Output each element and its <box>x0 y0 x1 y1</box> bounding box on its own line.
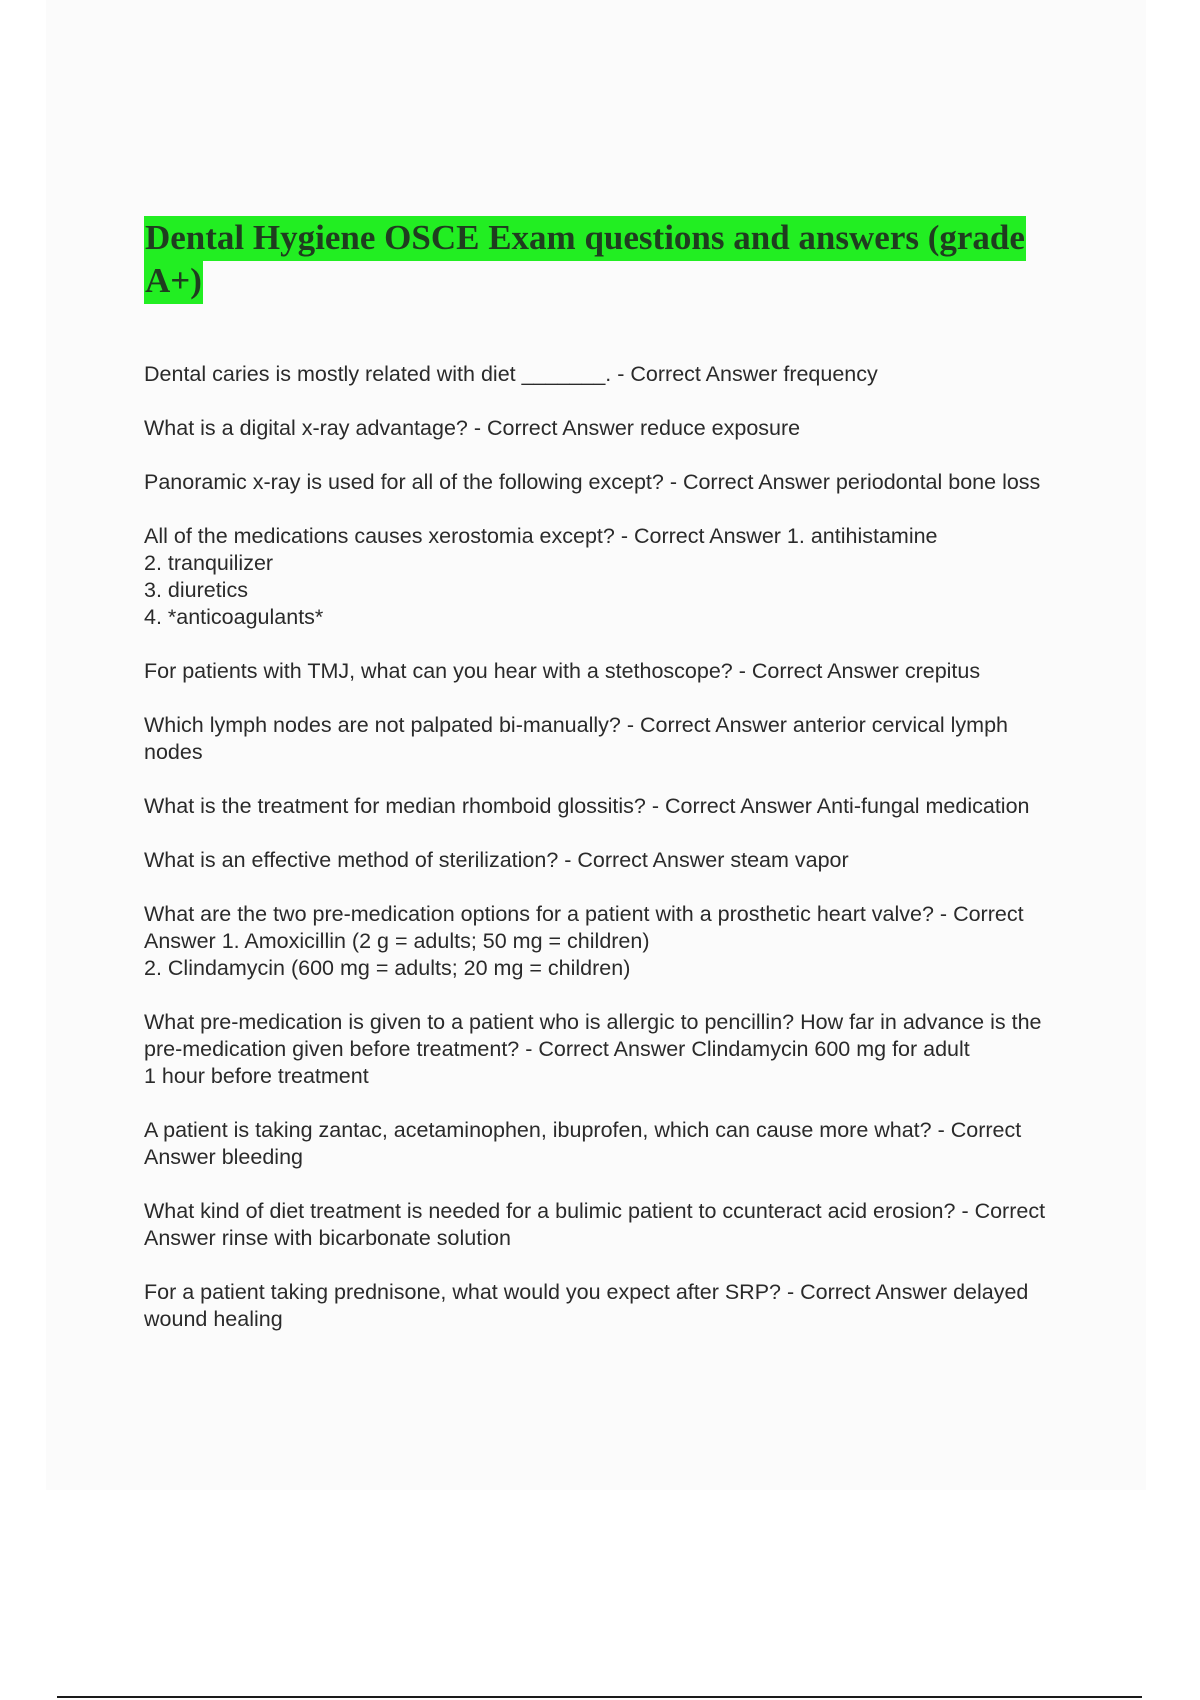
answer-label: Correct Answer <box>144 1199 1046 1250</box>
answer-text: Clindamycin 600 mg for adult 1 hour before treatment <box>144 1037 970 1088</box>
qa-item <box>144 415 1064 442</box>
answer-text: Anti-fungal medication <box>816 794 1030 818</box>
question-answer-list <box>144 361 1064 1360</box>
answer-label: Correct Answer <box>630 362 778 386</box>
question-text: What kind of diet treatment is needed for a bulimic patient to ccunteract acid erosion? <box>144 1199 956 1223</box>
answer-label: Correct Answer <box>144 1118 1022 1169</box>
answer-text: 1. Amoxicillin (2 g = adults; 50 mg = children) 2. Clindamycin (600 mg = adults; 20 mg = children) <box>144 929 650 980</box>
question-text: What are the two pre-medication options for a patient with a prosthetic heart valve? <box>144 902 934 926</box>
answer-text: reduce exposure <box>639 416 801 440</box>
separator: - <box>955 1199 975 1223</box>
question-text: What is a digital x-ray advantage? <box>144 416 468 440</box>
qa-item <box>144 847 1064 874</box>
qa-item <box>144 469 1064 496</box>
answer-label: Correct Answer <box>144 902 1024 953</box>
separator: - <box>781 1280 801 1304</box>
answer-text: bleeding <box>221 1145 303 1169</box>
separator: - <box>933 902 954 926</box>
separator: - <box>558 848 578 872</box>
answer-label: Correct Answer <box>751 659 899 683</box>
answer-label: Correct Answer <box>538 1037 686 1061</box>
answer-text: anterior cervical lymph nodes <box>144 713 1008 764</box>
answer-label: Correct Answer <box>577 848 725 872</box>
answer-label: Correct Answer <box>682 470 830 494</box>
title-block <box>144 216 1059 302</box>
qa-item <box>144 523 1064 631</box>
answer-label: Correct Answer <box>633 524 781 548</box>
document-title <box>144 216 1059 302</box>
qa-item <box>144 361 1064 388</box>
separator: - <box>732 659 752 683</box>
question-text: What is the treatment for median rhomboid glossitis? <box>144 794 646 818</box>
separator: - <box>931 1118 951 1142</box>
question-text: For patients with TMJ, what can you hear with a stethoscope? <box>144 659 733 683</box>
question-text: What is an effective method of sterilization? <box>144 848 559 872</box>
separator: - <box>645 794 665 818</box>
qa-item <box>144 1279 1064 1333</box>
separator: - <box>467 416 487 440</box>
qa-item <box>144 793 1064 820</box>
answer-text: crepitus <box>904 659 981 683</box>
answer-label: Correct Answer <box>486 416 634 440</box>
question-text: What pre-medication is given to a patient who is allergic to pencillin? How far in advance is the pre-medication given before treatment? <box>144 1010 1042 1061</box>
qa-item <box>144 1009 1064 1090</box>
question-text: All of the medications causes xerostomia except? <box>144 524 615 548</box>
question-text: Which lymph nodes are not palpated bi-manually? <box>144 713 621 737</box>
question-text: A patient is taking zantac, acetaminophen, ibuprofen, which can cause more what? <box>144 1118 932 1142</box>
document-title-text: Dental Hygiene OSCE Exam questions and answers (grade A+) <box>144 216 1026 304</box>
answer-text: 1. antihistamine 2. tranquilizer 3. diuretics 4. *anticoagulants* <box>144 524 938 629</box>
qa-item <box>144 1117 1064 1171</box>
question-text: For a patient taking prednisone, what would you expect after SRP? <box>144 1280 782 1304</box>
page-divider <box>57 1696 1142 1698</box>
qa-item <box>144 901 1064 982</box>
separator: - <box>611 362 631 386</box>
separator: - <box>620 713 640 737</box>
answer-text: periodontal bone loss <box>835 470 1041 494</box>
qa-item <box>144 658 1064 685</box>
answer-text: delayed wound healing <box>144 1280 1029 1331</box>
answer-text: steam vapor <box>730 848 849 872</box>
separator: - <box>614 524 634 548</box>
qa-item <box>144 1198 1064 1252</box>
separator: - <box>519 1037 539 1061</box>
answer-text: rinse with bicarbonate solution <box>221 1226 511 1250</box>
question-text: Panoramic x-ray is used for all of the following except? <box>144 470 664 494</box>
qa-item <box>144 712 1064 766</box>
answer-label: Correct Answer <box>800 1280 948 1304</box>
answer-label: Correct Answer <box>665 794 812 818</box>
question-text: Dental caries is mostly related with diet _______. <box>144 362 612 386</box>
answer-label: Correct Answer <box>639 713 787 737</box>
separator: - <box>663 470 683 494</box>
answer-text: frequency <box>783 362 878 386</box>
